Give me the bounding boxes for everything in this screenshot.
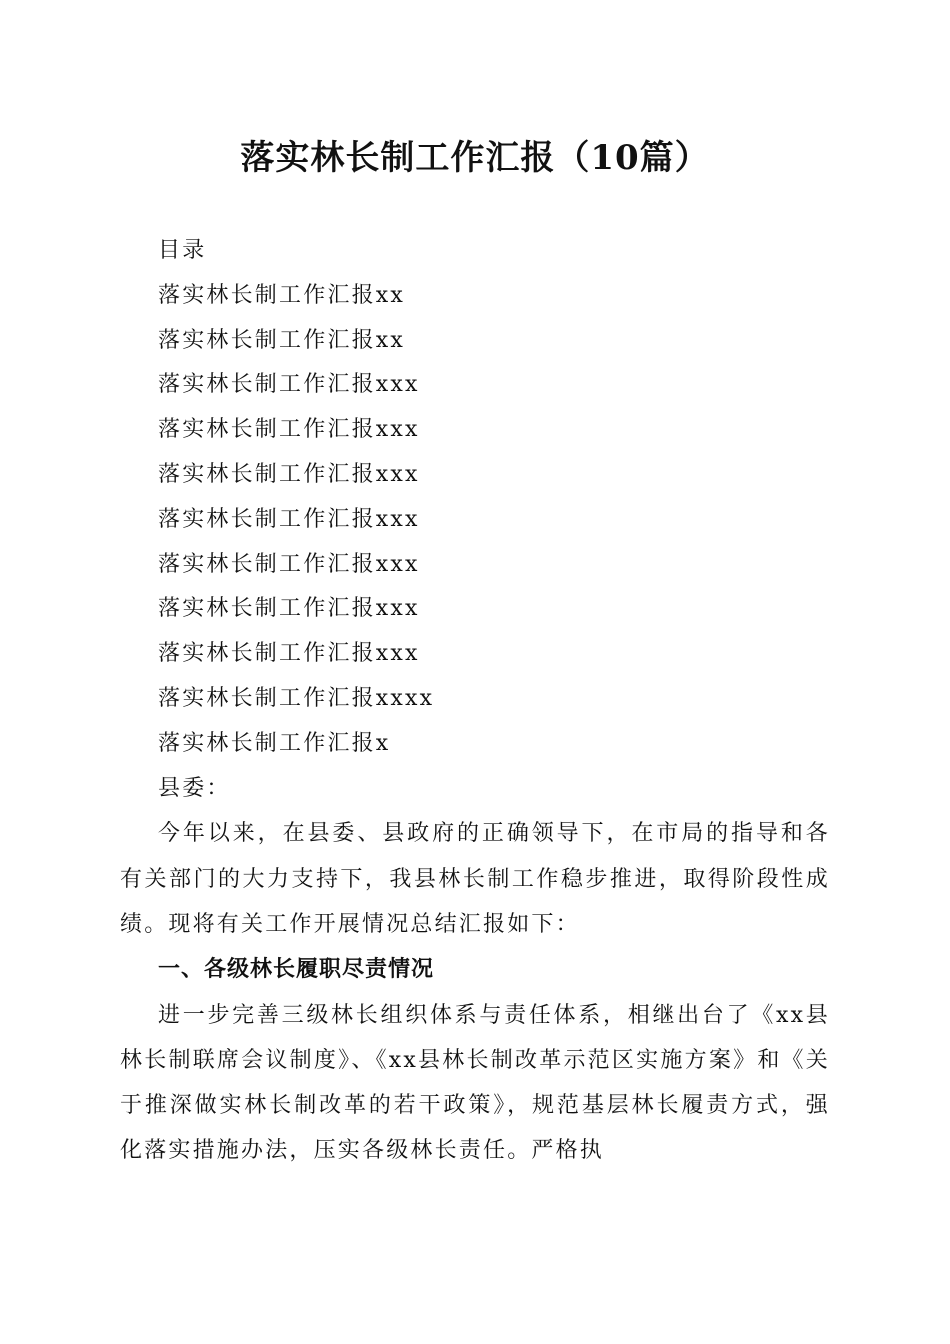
toc-item: 落实林长制工作汇报xxx (158, 461, 420, 487)
toc-item: 落实林长制工作汇报xx (158, 327, 406, 353)
toc-item: 落实林长制工作汇报xxx (158, 372, 420, 398)
intro-paragraph: 今年以来，在县委、县政府的正确领导下，在市局的指导和各有关部门的大力支持下，我县林长制工作稳步推进，取得阶段性成绩。现将有关工作开展情况总结汇报如下： (120, 821, 830, 937)
toc-item: 落实林长制工作汇报xxx (158, 506, 420, 532)
section-paragraph: 进一步完善三级林长组织体系与责任体系，相继出台了《xx县林长制联席会议制度》、《xx县林长制改革示范区实施方案》和《关于推深做实林长制改革的若干政策》，规范基层林长履责方式，强化落实措施办法，压实各级林长责任。严格执 (120, 1002, 830, 1164)
toc-item: 落实林长制工作汇报xxx (158, 417, 420, 443)
toc-item: 落实林长制工作汇报xxx (158, 596, 420, 622)
salutation: 县委： (158, 775, 231, 801)
toc-item: 落实林长制工作汇报xxxx (158, 685, 435, 711)
toc-item: 落实林长制工作汇报x (158, 730, 391, 756)
toc-item: 落实林长制工作汇报xxx (158, 551, 420, 577)
toc-heading: 目录 (158, 238, 207, 263)
table-of-contents (120, 274, 830, 767)
section-heading: 一、各级林长履职尽责情况 (158, 957, 435, 983)
document-title: 落实林长制工作汇报（10篇） (240, 138, 710, 178)
toc-item: 落实林长制工作汇报xxx (158, 641, 420, 667)
toc-item: 落实林长制工作汇报xx (158, 282, 406, 308)
document-body (120, 229, 830, 1174)
